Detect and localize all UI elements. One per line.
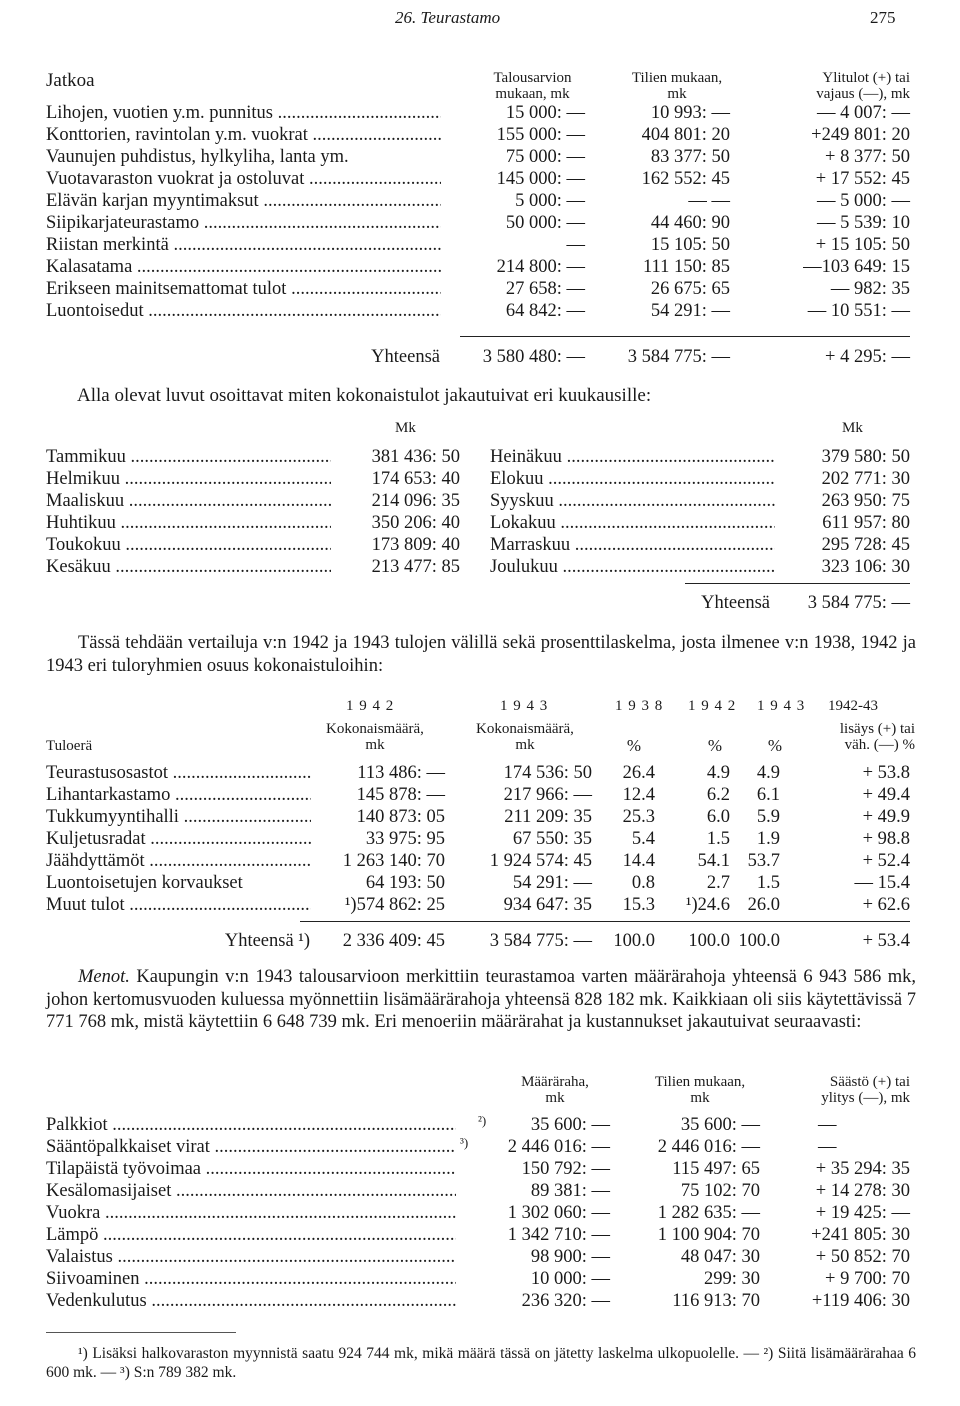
table-row: Helmikuu ..... 174 653: 40 Elokuu ..... 202 771: 30 <box>0 468 960 490</box>
total-header: Kokonaismäärä, mk <box>326 721 424 753</box>
table-row: Konttorien, ravintolan y.m. vuokrat ..... 155 000: — 404 801: 20 +249 801: 20 <box>0 124 960 146</box>
table-row: Vuotavaraston vuokrat ja ostoluvat ..... 145 000: — 162 552: 45 + 17 552: 45 <box>0 168 960 190</box>
continuation-heading: Jatkoa <box>46 70 95 91</box>
comparison-total-row: Yhteensä ¹) 2 336 409: 45 3 584 775: — 100.0 100.0 100.0 + 53.4 <box>224 931 910 951</box>
table-row: Luontoisedut ..... 64 842: — 54 291: — — 10 551: — <box>0 300 960 322</box>
table-row: Vaunujen puhdistus, hylkyliha, lanta ym. 75 000: — 83 377: 50 + 8 377: 50 <box>46 147 910 167</box>
page-number: 275 <box>870 8 896 27</box>
table-row: Vuokra ..... 1 302 060: — 1 282 635: — + 19 425: — <box>0 1202 960 1224</box>
expenses-paragraph <box>46 966 916 1034</box>
table-row: Huhtikuu ..... 350 206: 40 Lokakuu ..... 611 957: 80 <box>0 512 960 534</box>
monthly-intro: Alla olevat luvut osoittavat miten kokonaistulot jakautuivat eri kuukausille: <box>77 385 652 406</box>
year-header: 1942-43 <box>828 698 878 714</box>
table-row: Luontoisetujen korvaukset 64 193: 50 54 291: — 0.8 2.7 1.5 — 15.4 <box>46 873 910 893</box>
table-row: Vedenkulutus ..... 236 320: — 116 913: 70 +119 406: 30 <box>0 1290 960 1312</box>
table-row: Kuljetusradat ..... 33 975: 95 67 550: 35 5.4 1.5 1.9 + 98.8 <box>0 828 960 850</box>
table-row: Tammikuu ..... 381 436: 50 Heinäkuu ..... 379 580: 50 <box>0 446 960 468</box>
table-row: Muut tulot ..... ¹)574 862: 25 934 647: 35 15.3 ¹)24.6 26.0 + 62.6 <box>0 894 960 916</box>
expenses-heading: Menot. <box>78 967 130 987</box>
table-row: Jäähdyttämöt ..... 1 263 140: 70 1 924 574: 45 14.4 54.1 53.7 + 52.4 <box>0 850 960 872</box>
year-header: 1 9 4 3 <box>500 698 549 714</box>
table-row: Elävän karjan myyntimaksut ..... 5 000: — — — — 5 000: — <box>0 190 960 212</box>
exp-col-appr-header: Määräraha, mk <box>521 1074 589 1106</box>
year-header: 1 9 4 3 <box>757 698 806 714</box>
table-row: Lämpö ..... 1 342 710: — 1 100 904: 70 +241 805: 30 <box>0 1224 960 1246</box>
pct-header: % <box>626 736 642 755</box>
comparison-intro: Tässä tehdään vertailuja v:n 1942 ja 1943 tulojen välillä sekä prosenttilaskelma, josta ilmenee v:n 1938, 1942 ja 1943 eri tuloryhmien osuus kokonaistuloihin: <box>46 633 916 676</box>
table-row: Lihantarkastamo ..... 145 878: — 217 966: — 12.4 6.2 6.1 + 49.4 <box>0 784 960 806</box>
income-col-budget-header: Talousarvion mukaan, mk <box>493 70 572 102</box>
table-row: Lihojen, vuotien y.m. punnitus ..... 15 000: — 10 993: — — 4 007: — <box>0 102 960 124</box>
table-row: Sääntöpalkkaiset virat ..... ³) 2 446 016: — 2 446 016: — — <box>0 1136 960 1158</box>
pct-header: % <box>707 736 723 755</box>
footnotes: ¹) Lisäksi halkovaraston myynnistä saatu 924 744 mk, mikä määrä tässä on jätetty laskelma ulkopuolelle. — ²) Siitä lisämäärärahaa 6 600 mk. — ³) S:n 789 382 mk. <box>46 1345 916 1381</box>
income-col-diff-header: Ylitulot (+) tai vajaus (—), mk <box>816 70 910 102</box>
table-row: Teurastusosastot ..... 113 486: — 174 536: 50 26.4 4.9 4.9 + 53.8 <box>0 762 960 784</box>
group-header: Tuloerä <box>46 738 93 754</box>
table-row: Tilapäistä työvoimaa ..... 150 792: — 115 497: 65 + 35 294: 35 <box>0 1158 960 1180</box>
table-row: Riistan merkintä ..... — 15 105: 50 + 15 105: 50 <box>0 234 960 256</box>
table-row: Maaliskuu ..... 214 096: 35 Syyskuu ..... 263 950: 75 <box>0 490 960 512</box>
total-rule <box>300 921 910 922</box>
table-row: Siipikarjateurastamo ..... 50 000: — 44 460: 90 — 5 539: 10 <box>0 212 960 234</box>
table-row: Valaistus ..... 98 900: — 48 047: 30 + 50 852: 70 <box>0 1246 960 1268</box>
pct-header: % <box>767 736 783 755</box>
expenses-text: Kaupungin v:n 1943 talousarvioon merkittiin teurastamoa varten määrärahoja yhteensä 6 943 586 mk, johon kertomusvuoden kuluessa myönnettiin lisämäärärahoja yhteensä 828 182 mk. Kaikkiaan oli siis käytettävissä 7 771 768 mk, mistä käytettiin 6 648 739 mk. Eri menoeriin määrärahat ja kustannukset jakautuivat seuraavasti: <box>46 967 916 1032</box>
table-row: Kalasatama ..... 214 800: — 111 150: 85 —103 649: 15 <box>0 256 960 278</box>
change-header: lisäys (+) tai väh. (—) % <box>839 721 915 753</box>
monthly-unit-left: Mk <box>395 420 416 436</box>
monthly-unit-right: Mk <box>842 420 863 436</box>
table-row: Kesälomasijaiset ..... 89 381: — 75 102: 70 + 14 278: 30 <box>0 1180 960 1202</box>
table-row: Toukokuu ..... 173 809: 40 Marraskuu ..... 295 728: 45 <box>0 534 960 556</box>
monthly-total-row: Yhteensä 3 584 775: — <box>701 593 910 613</box>
year-header: 1 9 4 2 <box>688 698 737 714</box>
year-header: 1 9 3 8 <box>615 698 664 714</box>
section-title: 26. Teurastamo <box>395 8 501 27</box>
income-total-row: Yhteensä 3 580 480: — 3 584 775: — + 4 295: — <box>371 347 910 367</box>
table-row: Tukkumyyntihalli ..... 140 873: 05 211 209: 35 25.3 6.0 5.9 + 49.9 <box>0 806 960 828</box>
total-rule <box>460 336 910 337</box>
exp-col-diff-header: Säästö (+) tai ylitys (—), mk <box>821 1074 910 1106</box>
table-row: Siivoaminen ..... 10 000: — 299: 30 + 9 700: 70 <box>0 1268 960 1290</box>
year-header: 1 9 4 2 <box>346 698 395 714</box>
footnote-rule <box>46 1332 236 1333</box>
total-header: Kokonaismäärä, mk <box>476 721 574 753</box>
total-rule <box>685 583 910 584</box>
income-col-actual-header: Tilien mukaan, mk <box>631 70 723 102</box>
exp-col-actual-header: Tilien mukaan, mk <box>654 1074 746 1106</box>
table-row: Erikseen mainitsemattomat tulot ..... 27 658: — 26 675: 65 — 982: 35 <box>0 278 960 300</box>
table-row: Kesäkuu ..... 213 477: 85 Joulukuu ..... 323 106: 30 <box>0 556 960 578</box>
table-row: Palkkiot ..... ²) 35 600: — 35 600: — — <box>0 1114 960 1136</box>
